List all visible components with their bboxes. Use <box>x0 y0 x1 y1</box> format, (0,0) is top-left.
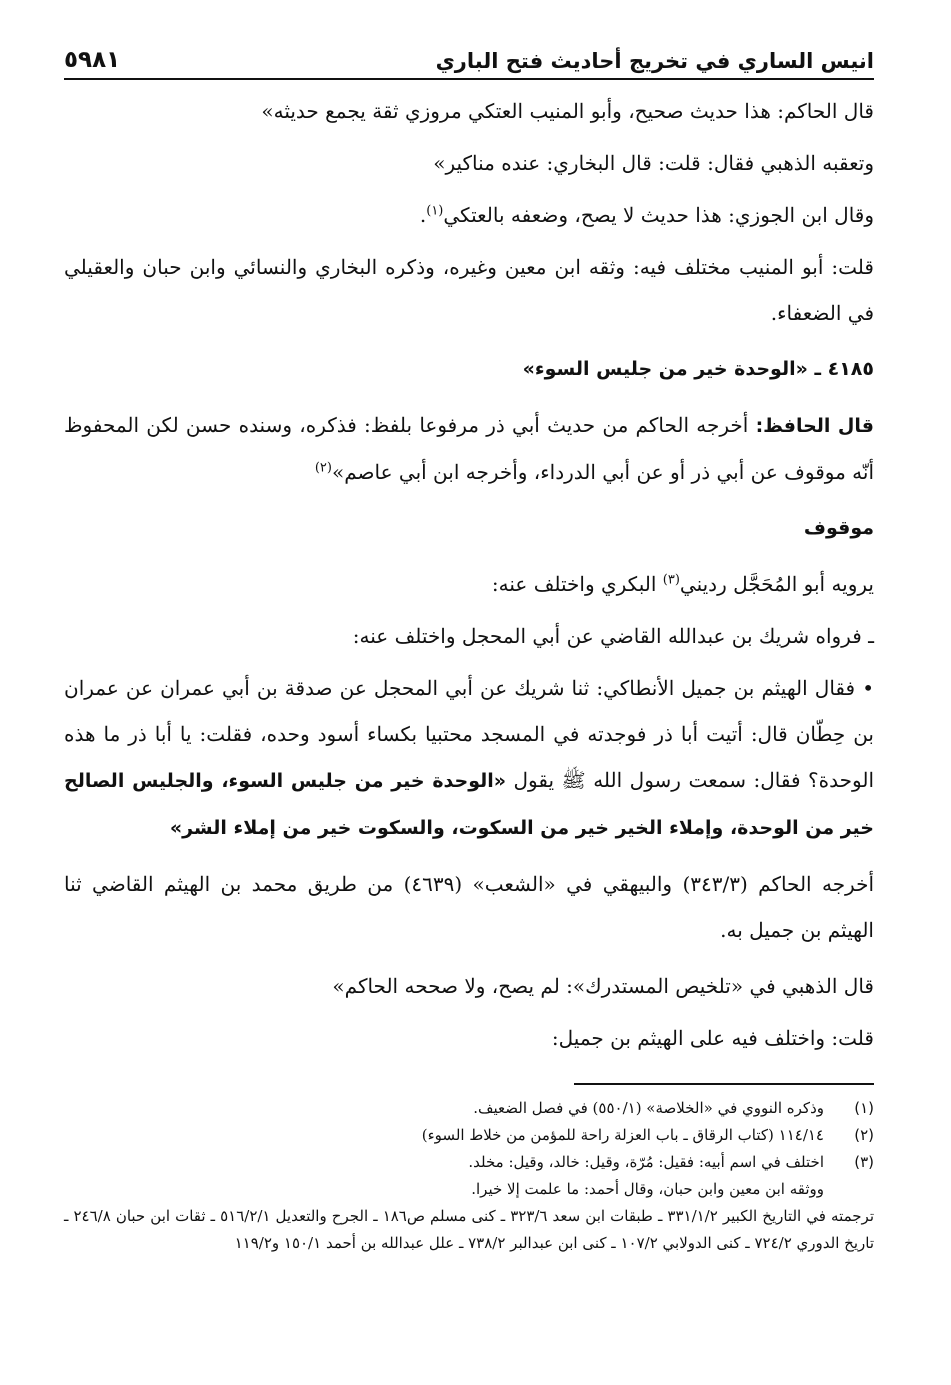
paragraph-ikhtilaf: قلت: واختلف فيه على الهيثم بن جميل: <box>551 1026 874 1050</box>
footnote-1 <box>64 1095 874 1122</box>
footnote-divider <box>574 1083 874 1085</box>
paragraph-hafiz <box>64 402 874 495</box>
hafiz-label: قال الحافظ: <box>755 415 874 437</box>
paragraph-narrator <box>64 561 874 607</box>
main-text <box>64 88 874 1061</box>
narrator-text-a: يرويه أبو المُحَجَّل رديني <box>679 572 874 596</box>
footnote-1-number: (١) <box>854 1099 874 1117</box>
document-page <box>64 32 874 1257</box>
paragraph-dhahabi: وتعقبه الذهبي فقال: قلت: قال البخاري: عنده مناكير» <box>433 151 874 175</box>
paragraph-haytham <box>64 665 874 851</box>
footnote-2-number: (٢) <box>854 1126 874 1144</box>
paragraph-takhrij: أخرجه الحاكم (٣٤٣/٣) والبيهقي في «الشعب» (٤٦٣٩) من طريق محمد بن الهيثم القاضي ثنا الهيثم بن جميل به. <box>64 872 875 942</box>
hadith-heading: ٤١٨٥ ـ «الوحدة خير من جليس السوء» <box>522 358 874 380</box>
footnote-3-line-2: ووثقه ابن معين وابن حبان، وقال أحمد: ما علمت إلا خيرا. <box>471 1180 824 1198</box>
paragraph-ibn-jawzi-text: وقال ابن الجوزي: هذا حديث لا يصح، وضعفه بالعتكي <box>443 203 874 227</box>
page-header <box>64 32 874 80</box>
footnote-3-text: اختلف في اسم أبيه: فقيل: مُرّة، وقيل: خالد، وقيل: مخلد. <box>468 1153 824 1171</box>
footnotes <box>64 1095 874 1257</box>
paragraph-sharik: ـ فرواه شريك بن عبدالله القاضي عن أبي المحجل واختلف عنه: <box>352 624 874 648</box>
footnote-ref-1[interactable]: (١) <box>426 203 444 219</box>
paragraph-ibn-jawzi <box>64 192 874 238</box>
narrator-text-b: البكري واختلف عنه: <box>491 572 663 596</box>
footnote-3-line-3: ترجمته في التاريخ الكبير ٣٣١/١/٢ ـ طبقات ابن سعد ٣٢٣/٦ ـ كنى مسلم ص١٨٦ ـ الجرح والتعديل ٥١٦/٢/١ ـ ثقات ابن حبان ٢٤٦/٨ ـ تاريخ الدوري ٧٢٤/٢ ـ كنى الدولابي ١٠٧/٢ ـ كنى ابن عبدالبر ٧٣٨/٢ ـ علل عبدالله بن أحمد ١٥٠/١ و١١٩/٢ <box>64 1207 874 1252</box>
footnote-ref-3[interactable]: (٣) <box>662 572 680 588</box>
footnote-3 <box>64 1149 874 1176</box>
haytham-text: • فقال الهيثم بن جميل الأنطاكي: ثنا شريك عن أبي المحجل عن صدقة بن أبي عمران عن عمران بن حِطّان قال: أتيت أبا ذر فوجدته في المسجد محتبيا بكساء أسود وحده، فقلت: يا أبا ذر ما هذه الوحدة؟ فقال: سمعت رسول الله ﷺ يقول <box>64 676 874 792</box>
paragraph-comment: قلت: أبو المنيب مختلف فيه: وثقه ابن معين وغيره، وذكره البخاري والنسائي وابن حبان والعقيلي في الضعفاء. <box>64 255 874 325</box>
footnote-2-text: ١١٤/١٤ (كتاب الرقاق ـ باب العزلة راحة للمؤمن من خلاط السوء) <box>421 1126 824 1144</box>
footnote-3-number: (٣) <box>854 1153 874 1171</box>
running-title: انيس الساري في تخريج أحاديث فتح الباري <box>435 49 874 73</box>
footnote-2 <box>64 1122 874 1149</box>
hafiz-text: أخرجه الحاكم من حديث أبي ذر مرفوعا بلفظ: فذكره، وسنده حسن لكن المحفوظ أنّه موقوف عن أبي ذر أو عن أبي الدرداء، وأخرجه ابن أبي عاصم» <box>64 413 874 484</box>
paragraph-hakim: قال الحاكم: هذا حديث صحيح، وأبو المنيب العتكي مروزي ثقة يجمع حديثه» <box>261 99 874 123</box>
subheading-mawquf: موقوف <box>803 517 874 539</box>
paragraph-talkhis: قال الذهبي في «تلخيص المستدرك»: لم يصح، ولا صححه الحاكم» <box>332 974 874 998</box>
footnote-ref-2[interactable]: (٢) <box>314 460 332 476</box>
hadith-quote: «الوحدة خير من جليس السوء، والجليس الصالح خير من الوحدة، وإملاء الخير خير من السكوت، والسكوت خير من إملاء الشر» <box>64 770 874 839</box>
page-number: ٥٩٨١ <box>64 47 121 73</box>
paragraph-ibn-jawzi-end: . <box>419 203 427 227</box>
footnote-1-text: وذكره النووي في «الخلاصة» (٥٥٠/١) في فصل الضعيف. <box>473 1099 824 1117</box>
